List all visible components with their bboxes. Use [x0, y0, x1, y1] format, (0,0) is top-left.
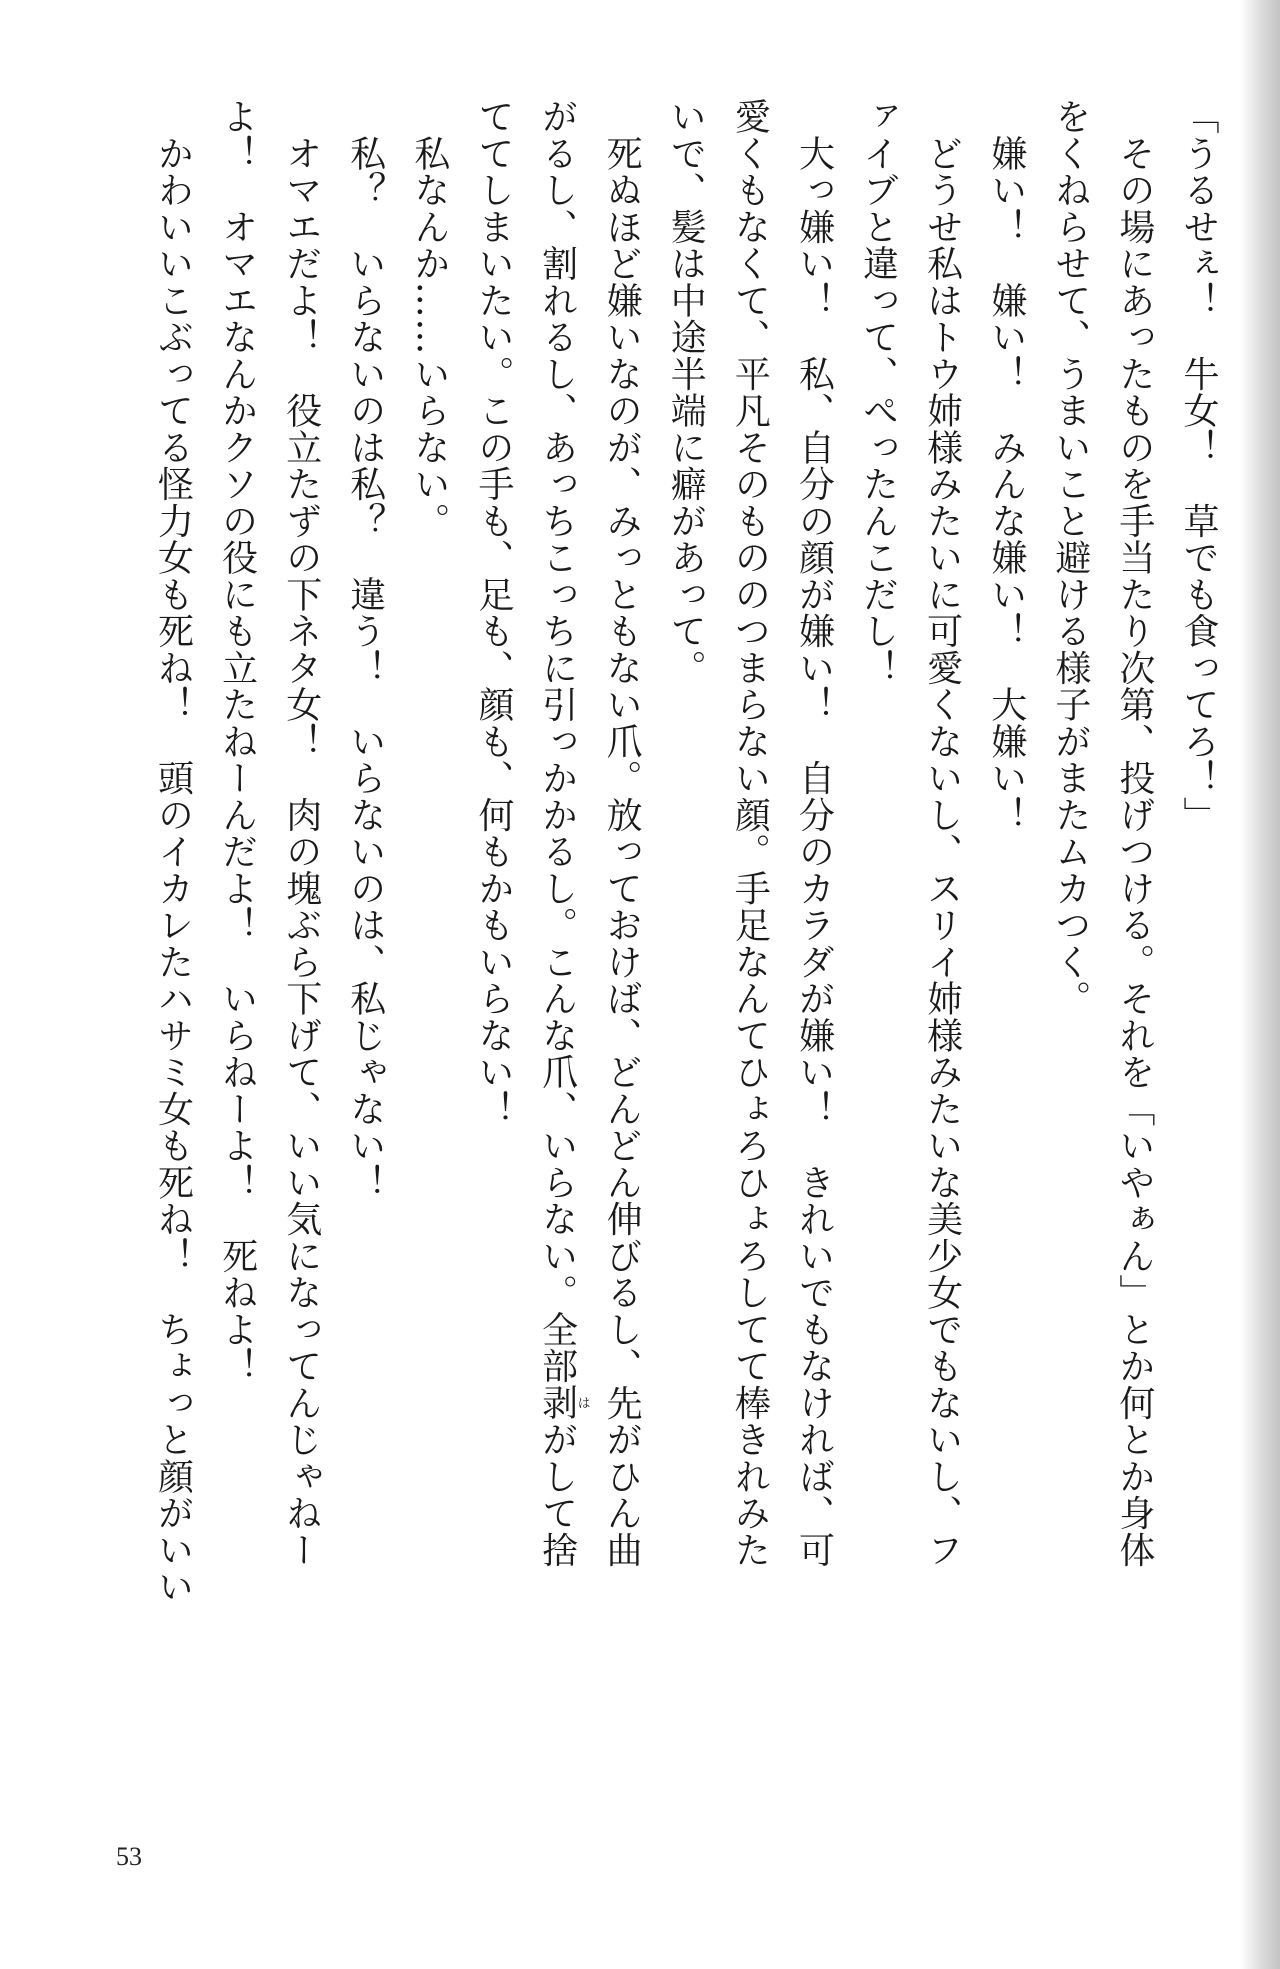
text-column: かわいいこぶってる怪力女も死ね！ 頭のイカレたハサミ女も死ね！ ちょっと顔がいい — [152, 98, 194, 1605]
text-column: をくねらせて、うまいこと避ける様子がまたムカつく。 — [1049, 98, 1091, 1017]
text-column: いで、髪は中途半端に癖があって。 — [665, 98, 707, 686]
text-column: よ！ オマエなんかクソの役にも立たねーんだよ！ いらねーよ！ 死ねよ！ — [216, 98, 258, 1385]
text-column: 死ぬほど嫌いなのが、みっともない爪。放っておけば、どんどん伸びるし、先がひん曲 — [601, 98, 643, 1568]
text-column: その場にあったものを手当たり次第、投げつける。それを「いやぁん」とか何とか身体 — [1113, 98, 1155, 1568]
text-segment: がして捨 — [536, 1421, 578, 1568]
ruby-reading: は — [574, 1384, 590, 1421]
text-segment: がるし、割れるし、あっちこっちに引っかかるし。こんな爪、いらない。全部 — [536, 98, 578, 1385]
page-number: 53 — [116, 1842, 142, 1871]
text-column: 私なんか……いらない。 — [408, 98, 450, 539]
text-column: ァイブと違って、ぺったんこだし！ — [857, 98, 899, 686]
text-column: 私？ いらないのは私？ 違う！ いらないのは、私じゃない！ — [344, 98, 386, 1201]
text-column — [525, 98, 589, 1578]
ruby-annotation — [536, 1384, 590, 1421]
text-column: ててしまいたい。この手も、足も、顔も、何もかもいらない！ — [472, 98, 514, 1127]
text-column: オマエだよ！ 役立たずの下ネタ女！ 肉の塊ぶら下げて、いい気になってんじゃねー — [280, 98, 322, 1568]
text-column: どうせ私はトウ姉様みたいに可愛くないし、スリイ姉様みたいな美少女でもないし、フ — [921, 98, 963, 1568]
text-column: 嫌い！ 嫌い！ みんな嫌い！ 大嫌い！ — [985, 98, 1027, 833]
ruby-base: 剥 — [536, 1384, 578, 1421]
text-column: 愛くもなくて、平凡そのもののつまらない顔。手足なんてひょろひょろしてて棒きれみた — [729, 98, 771, 1568]
body-text — [50, 98, 1230, 1605]
text-column: 大っ嫌い！ 私、自分の顔が嫌い！ 自分のカラダが嫌い！ きれいでもなければ、可 — [793, 98, 835, 1568]
page-binding-shadow — [1240, 0, 1280, 1969]
text-column: 「うるせぇ！ 牛女！ 草でも食ってろ！」 — [1178, 98, 1219, 833]
